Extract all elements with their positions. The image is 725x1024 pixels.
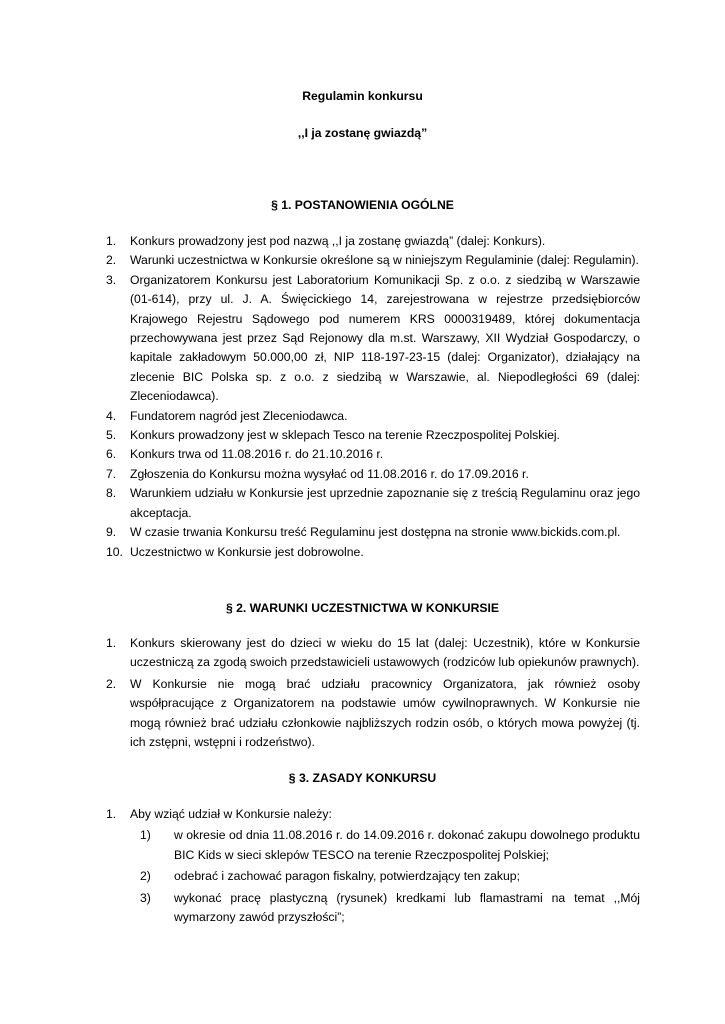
list-item: 3. Organizatorem Konkursu jest Laboratorium Komunikacji Sp. z o.o. z siedzibą w Warszawie (01-614), przy ul. J. A. Święcickiego 14, zarejestrowana w rejestrze przedsiębiorców Krajowego Rejestru Sądowego pod numerem KRS 0000319489, której dokumentacja przechowywana jest przez Sąd Rejonowy dla m.st. Warszawy, XII Wydział Gospodarczy, o kapitale zakładowym 50.000,00 zł, NIP 118-197-23-15 (dalej: Organizator), działający na zlecenie BIC Polska sp. z o.o. z siedzibą w Warszawie, al. Niepodległości 69 (dalej: Zleceniodawca). [106,272,640,404]
document-title: Regulamin konkursu [302,89,423,103]
list-item: 9. W czasie trwania Konkursu treść Regulaminu jest dostępna na stronie www.bickids.com.pl. [106,525,621,540]
section-3-heading: § 3. ZASADY KONKURSU [288,771,437,785]
list-item: 6. Konkurs trwa od 11.08.2016 r. do 21.10.2016 r. [106,447,384,462]
sublist-item: 3) wykonać pracę plastyczną (rysunek) kredkami lub flamastrami na temat ,,Mój wymarzony zawód przyszłości”; [140,890,640,925]
list-item: 8. Warunkiem udziału w Konkursie jest uprzednie zapoznanie się z treścią Regulaminu oraz jego akceptacja. [106,486,640,520]
section-3-sublist [130,826,640,927]
list-item: 10. Uczestnictwo w Konkursie jest dobrowolne. [106,544,364,559]
list-item: 2. Warunki uczestnictwa w Konkursie określone są w niniejszym Regulaminie (dalej: Regulamin). [106,253,639,268]
document-subtitle: ,,I ja zostanę gwiazdą” [297,126,428,140]
section-2-heading: § 2. WARUNKI UCZESTNICTWA W KONKURSIE [225,601,500,615]
list-item: 4. Fundatorem nagród jest Zleceniodawca. [106,408,348,423]
section-2-list [106,634,640,754]
list-item: 5. Konkurs prowadzony jest w sklepach Tesco na terenie Rzeczpospolitej Polskiej. [106,428,560,443]
sublist-item: 1) w okresie od dnia 11.08.2016 r. do 14.09.2016 r. dokonać zakupu dowolnego produktu BIC Kids w sieci sklepów TESCO na terenie Rzeczpospolitej Polskiej; [140,828,640,862]
sublist-item: 2) odebrać i zachować paragon fiskalny, potwierdzający ten zakup; [140,869,520,884]
section-3-list [106,805,640,927]
list-item: 7. Zgłoszenia do Konkursu można wysyłać od 11.08.2016 r. do 17.09.2016 r. [106,466,529,481]
section-1-heading: § 1. POSTANOWIENIA OGÓLNE [271,198,454,212]
list-item: 1. Konkurs prowadzony jest pod nazwą ,,I ja zostanę gwiazdą” (dalej: Konkurs). [106,234,546,248]
list-item: 1. Konkurs skierowany jest do dzieci w wieku do 15 lat (dalej: Uczestnik), które w Konkursie uczestniczą za zgodą swoich przedstawicieli ustawowych (rodziców lub opiekunów prawnych). [106,636,640,670]
list-item: 1. Aby wziąć udział w Konkursie należy: 1) w okresie od dnia 11.08.2016 r. do 14.09.2016 r. dokonać zakupu dowolnego produktu BIC Kids w sieci sklepów TESCO na terenie Rzeczpospolitej Polskiej; 2) odebrać i zachować paragon fiskalny, potwierdzający ten zakup; 3) wykonać pracę plastyczną (rysunek) kredkami lub flamastrami na temat ,,Mój wymarzony zawód przyszłości”; [106,805,640,927]
list-item: 2. W Konkursie nie mogą brać udziału pracownicy Organizatora, jak również osoby współpracujące z Organizatorem na podstawie umów cywilnoprawnych. W Konkursie nie mogą również brać udziału członkowie najbliższych rodzin osób, o których mowa powyżej (tj. ich zstępni, wstępni i rodzeństwo). [106,676,640,750]
section-1-list [106,232,640,562]
